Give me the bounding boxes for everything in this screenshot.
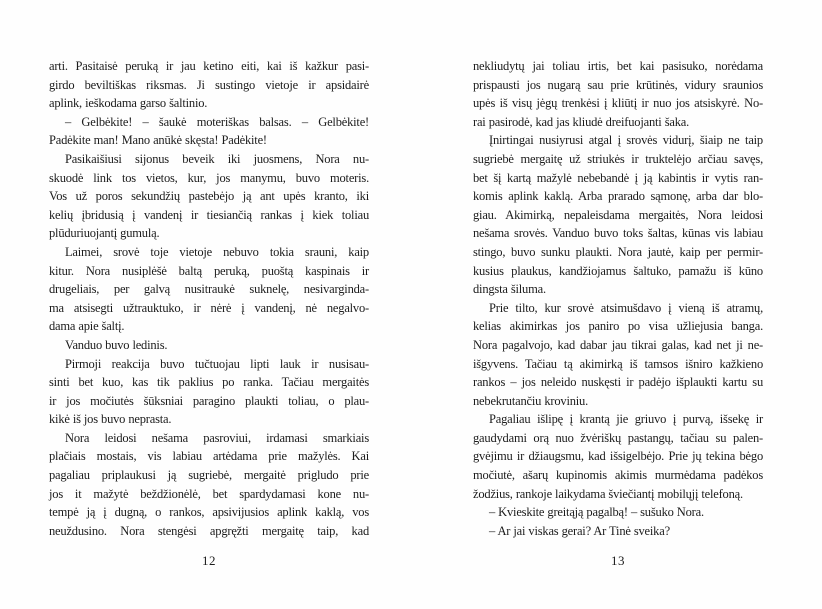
- text-line: upės iš visų jėgų trenkėsi į kliūtį ir nuo jos atsiskyrė. No-: [473, 96, 763, 111]
- text-line: sugriebė mergaitę už striukės ir truktelėjo arčiau savęs,: [473, 151, 763, 166]
- text-line: Laimei, srovė toje vietoje nebuvo tokia srauni, kaip: [65, 244, 369, 259]
- text-line: Nora leidosi nešama pasroviui, irdamasi smarkiais: [65, 430, 369, 445]
- text-line: skuodė link tos vietos, kur, jos manymu, buvo moteris.: [49, 170, 369, 185]
- page-right-text: [473, 57, 763, 540]
- text-line: kelias akimirkas jos paniro po visa užliejusia banga.: [473, 319, 763, 334]
- text-line: kusius plaukus, kandžiojamus šaltuko, pamažu iš kūno: [473, 263, 763, 278]
- text-line: Pagaliau išlipę į krantą jie griuvo į purvą, išsekę ir: [489, 412, 763, 427]
- text-line: arti. Pasitaisė peruką ir jau ketino eiti, kai iš kažkur pasi-: [49, 59, 369, 73]
- text-line: Pirmoji reakcija buvo tučtuojau lipti lauk ir nusisau-: [65, 356, 369, 371]
- text-line: gaudydami orą nuo žvėriškų pastangų, tačiau su palen-: [473, 430, 763, 445]
- text-line: bet šį kartą mažylė nebebandė į ją kabintis ir vytis ran-: [473, 170, 763, 185]
- text-line: nekliudytų jai toliau irtis, bet kai pasisuko, norėdama: [473, 59, 763, 73]
- text-line: pagaliau priplaukusi ją sugriebė, mergaitė prigludo prie: [49, 468, 369, 483]
- text-line: plačiais mostais, vis labiau artėdama prie mažylės. Kai: [49, 449, 369, 464]
- text-line: ma atsisegti užtrauktuko, ir nėrė į vandenį, nė negalvo-: [49, 300, 369, 315]
- text-line: Nora pagalvojo, kad dabar jau tikrai galas, kad net ji ne-: [473, 337, 763, 352]
- text-line: dingsta šiluma.: [473, 282, 546, 297]
- text-line: nešama srovės. Vanduo buvo toks šaltas, kūnas vis labiau: [473, 226, 763, 241]
- text-line: girdo beviltiškas riksmas. Ji sustingo vietoje ir apsidairė: [49, 77, 369, 92]
- text-line: komis aplink kaklą. Arba prarado sąmonę, arba dar blo-: [473, 189, 763, 204]
- text-line: ir jos močiutės šūksniai paragino plaukti toliau, o plau-: [49, 393, 369, 408]
- text-line: kikė iš jos buvo neprasta.: [49, 412, 172, 427]
- text-line: jos it mažytė beždžionėlė, bet spardydamasi kone nu-: [49, 486, 369, 501]
- text-line: Vos už poros sekundžių pastebėjo ją ant upės kranto, iki: [49, 189, 369, 204]
- text-line: dama apie šaltį.: [49, 319, 125, 334]
- text-line: plūduriuojantį gumulą.: [49, 226, 160, 241]
- text-line: išgyvens. Tačiau tą akimirką iš tamsos išniro kažkieno: [473, 356, 763, 371]
- text-line: sinti bet kuo, kas tik paklius po ranka. Tačiau mergaitės: [49, 375, 369, 390]
- text-line: rankos – jos neleido nuskęsti ir padėjo išplaukti kartu su: [473, 375, 763, 390]
- text-line: Pasikaišiusi sijonus beveik iki juosmens, Nora nu-: [65, 151, 369, 166]
- text-line: drugeliais, per galvą nusitraukė suknelę, nesivarginda-: [49, 282, 369, 297]
- text-line: nebekrutančiu kroviniu.: [473, 393, 589, 408]
- text-line: gvėjimu ir džiaugsmu, kad išsigelbėjo. Prie jų tekina bėgo: [473, 449, 763, 464]
- text-line: Prie tilto, kur srovė atsimušdavo į vieną iš atramų,: [489, 300, 763, 315]
- text-line: žodžius, rankoje laikydama šviečiantį mobilųjį telefoną.: [473, 486, 743, 501]
- text-line: kitur. Nora nusiplėšė baltą peruką, puoštą kaspinais ir: [49, 263, 369, 278]
- text-line: neuždusino. Nora stengėsi apgręžti mergaitę taip, kad: [49, 523, 369, 538]
- page-number-left: 12: [202, 553, 216, 568]
- text-line: Vanduo buvo ledinis.: [65, 337, 168, 352]
- text-line: rai pasirodė, kad jas kliudė dreifuojanti šaka.: [473, 114, 690, 129]
- text-line: – Gelbėkite! – šaukė moteriškas balsas. – Gelbėkite!: [65, 114, 369, 129]
- text-line: stingo, buvo sunku plaukti. Nora jautė, kaip per permir-: [473, 244, 763, 259]
- text-line: močiutė, ašarų kupinomis akimis murmėdama padėkos: [473, 468, 763, 483]
- text-line: aplink, ieškodama garso šaltinio.: [49, 96, 208, 111]
- text-line: Padėkite man! Mano anūkė skęsta! Padėkite!: [49, 133, 267, 148]
- text-line: kelių įbridusią į vandenį ir tiesiančią rankas į kiek toliau: [49, 207, 369, 222]
- page-left-text: [49, 57, 369, 540]
- text-line: prispausti jos nugarą sau prie krūtinės, vidury sraunios: [473, 77, 763, 92]
- text-line: tempė ją į dugną, o rankos, apsivijusios aplink kaklą, vos: [49, 505, 369, 520]
- page-number-right: 13: [611, 553, 625, 568]
- text-line: – Kvieskite greitąją pagalbą! – sušuko Nora.: [489, 505, 704, 520]
- text-line: Įnirtingai nusiyrusi atgal į srovės vidurį, šiaip ne taip: [489, 133, 763, 148]
- text-line: giau. Akimirką, nepaleisdama mergaitės, Nora leidosi: [473, 207, 763, 222]
- text-line: – Ar jai viskas gerai? Ar Tinė sveika?: [489, 523, 670, 538]
